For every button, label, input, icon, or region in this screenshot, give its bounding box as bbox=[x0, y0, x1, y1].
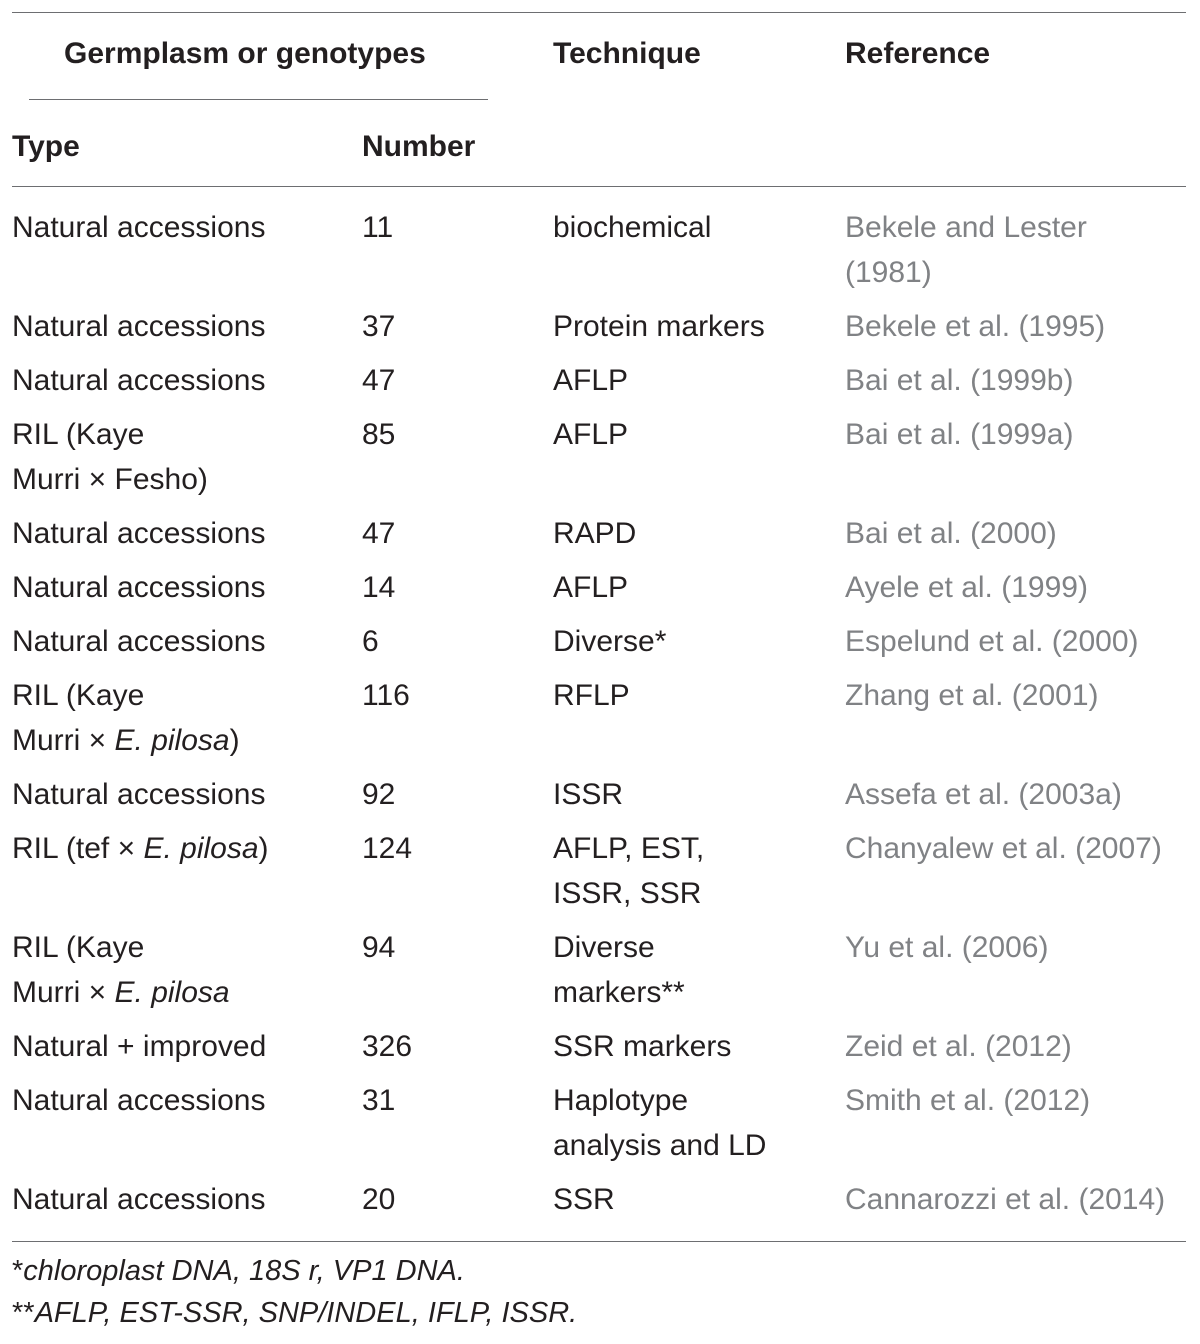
cell-technique bbox=[553, 1177, 615, 1222]
bottom-rule bbox=[12, 1241, 1186, 1242]
cell-reference bbox=[845, 205, 1087, 295]
cell-type-line: RIL (tef × E. pilosa) bbox=[12, 832, 269, 865]
cell-number bbox=[362, 619, 379, 664]
footnote-1-text: chloroplast DNA, 18S r, VP1 DNA. bbox=[23, 1255, 465, 1287]
cell-number bbox=[362, 358, 395, 403]
cell-number bbox=[362, 412, 395, 457]
top-rule bbox=[12, 12, 1186, 13]
cell-technique bbox=[553, 358, 628, 403]
cell-type bbox=[12, 358, 265, 403]
cell-reference bbox=[845, 304, 1105, 349]
cell-technique-line: Protein markers bbox=[553, 310, 765, 343]
cell-number bbox=[362, 1177, 395, 1222]
cell-technique bbox=[553, 772, 623, 817]
cell-type-line: Natural accessions bbox=[12, 625, 266, 658]
cell-reference-line: Espelund et al. (2000) bbox=[845, 625, 1139, 658]
cell-number-line: 11 bbox=[362, 211, 394, 244]
cell-type-line: Murri × E. pilosa) bbox=[12, 724, 240, 757]
cell-technique-line: markers** bbox=[553, 976, 685, 1009]
cell-number bbox=[362, 925, 395, 970]
cell-type bbox=[12, 619, 265, 664]
cell-technique bbox=[553, 619, 666, 664]
cell-reference-line: Cannarozzi et al. (2014) bbox=[845, 1183, 1166, 1216]
cell-number-line: 85 bbox=[362, 418, 396, 451]
cell-reference bbox=[845, 826, 1162, 871]
cell-technique bbox=[553, 412, 628, 457]
cell-type bbox=[12, 1078, 265, 1123]
cell-technique bbox=[553, 826, 704, 916]
cell-type-line: Natural accessions bbox=[12, 571, 266, 604]
cell-number-line: 47 bbox=[362, 517, 396, 550]
cell-type bbox=[12, 1024, 266, 1069]
cell-reference-line: Smith et al. (2012) bbox=[845, 1084, 1091, 1117]
cell-type-line: Natural accessions bbox=[12, 1183, 266, 1216]
cell-technique bbox=[553, 1024, 731, 1069]
cell-reference bbox=[845, 673, 1099, 718]
cell-type-line: Natural accessions bbox=[12, 310, 266, 343]
cell-type-line: Murri × E. pilosa bbox=[12, 976, 230, 1009]
cell-reference bbox=[845, 358, 1073, 403]
cell-type-line: Natural accessions bbox=[12, 211, 266, 244]
cell-technique-line: AFLP bbox=[553, 364, 629, 397]
cell-technique-line: ISSR, SSR bbox=[553, 877, 702, 910]
cell-type bbox=[12, 412, 208, 502]
cell-technique-line: Haplotype bbox=[553, 1084, 689, 1117]
cell-technique-line: Diverse* bbox=[553, 625, 667, 658]
header-technique: Technique bbox=[553, 37, 701, 70]
cell-reference bbox=[845, 412, 1073, 457]
cell-type bbox=[12, 1177, 265, 1222]
cell-reference-line: (1981) bbox=[845, 256, 932, 289]
cell-reference-line: Bai et al. (1999a) bbox=[845, 418, 1074, 451]
cell-reference-line: Assefa et al. (2003a) bbox=[845, 778, 1122, 811]
footnote-2-mark: ** bbox=[12, 1297, 35, 1329]
cell-technique-line: ISSR bbox=[553, 778, 624, 811]
header-rule bbox=[12, 186, 1186, 187]
cell-technique-line: biochemical bbox=[553, 211, 712, 244]
cell-reference-line: Bai et al. (2000) bbox=[845, 517, 1057, 550]
cell-number bbox=[362, 826, 412, 871]
footnote-2 bbox=[12, 1293, 577, 1333]
cell-reference-line: Yu et al. (2006) bbox=[845, 931, 1049, 964]
cell-type-line: RIL (Kaye bbox=[12, 931, 145, 964]
cell-reference-line: Bekele and Lester bbox=[845, 211, 1087, 244]
header-group-label: Germplasm or genotypes bbox=[64, 37, 426, 70]
cell-type-line: Natural accessions bbox=[12, 517, 266, 550]
cell-technique-line: SSR bbox=[553, 1183, 615, 1216]
cell-type bbox=[12, 304, 265, 349]
cell-number-line: 14 bbox=[362, 571, 396, 604]
cell-technique-line: SSR markers bbox=[553, 1030, 732, 1063]
cell-technique-line: Diverse bbox=[553, 931, 655, 964]
cell-technique bbox=[553, 205, 711, 250]
cell-type-line: Natural accessions bbox=[12, 364, 266, 397]
cell-reference bbox=[845, 1177, 1165, 1222]
cell-number bbox=[362, 1078, 395, 1123]
cell-reference bbox=[845, 925, 1048, 970]
cell-reference bbox=[845, 772, 1122, 817]
footnote-1 bbox=[12, 1251, 465, 1291]
cell-number-line: 20 bbox=[362, 1183, 396, 1216]
cell-type bbox=[12, 772, 265, 817]
cell-number-line: 92 bbox=[362, 778, 396, 811]
cell-type bbox=[12, 925, 230, 1015]
cell-technique-line: analysis and LD bbox=[553, 1129, 767, 1162]
cell-type bbox=[12, 673, 240, 763]
cell-technique-line: AFLP, EST, bbox=[553, 832, 705, 865]
cell-technique-line: RFLP bbox=[553, 679, 630, 712]
cell-number-line: 326 bbox=[362, 1030, 413, 1063]
cell-reference-line: Chanyalew et al. (2007) bbox=[845, 832, 1162, 865]
cell-type bbox=[12, 826, 269, 871]
cell-type bbox=[12, 205, 265, 250]
cell-technique bbox=[553, 565, 628, 610]
cell-number bbox=[362, 205, 393, 250]
cell-type-line: RIL (Kaye bbox=[12, 679, 145, 712]
cell-number-line: 116 bbox=[362, 679, 410, 712]
cell-type-line: Natural accessions bbox=[12, 1084, 266, 1117]
cell-reference-line: Bai et al. (1999b) bbox=[845, 364, 1074, 397]
cell-technique bbox=[553, 511, 636, 556]
cell-reference bbox=[845, 1024, 1072, 1069]
cell-type-line: Natural accessions bbox=[12, 778, 266, 811]
cell-reference bbox=[845, 565, 1088, 610]
cell-number-line: 31 bbox=[362, 1084, 396, 1117]
group-underline bbox=[29, 99, 488, 100]
footnote-1-mark: * bbox=[12, 1255, 24, 1287]
cell-technique bbox=[553, 673, 630, 718]
cell-reference-line: Bekele et al. (1995) bbox=[845, 310, 1106, 343]
header-number: Number bbox=[362, 130, 476, 163]
header-reference: Reference bbox=[845, 37, 991, 70]
cell-type-line: RIL (Kaye bbox=[12, 418, 145, 451]
cell-reference-line: Zeid et al. (2012) bbox=[845, 1030, 1072, 1063]
cell-type bbox=[12, 511, 265, 556]
header-type: Type bbox=[12, 130, 80, 163]
cell-number bbox=[362, 304, 395, 349]
cell-number bbox=[362, 673, 410, 718]
cell-reference-line: Zhang et al. (2001) bbox=[845, 679, 1099, 712]
cell-technique bbox=[553, 1078, 766, 1168]
cell-technique-line: AFLP bbox=[553, 571, 629, 604]
cell-number-line: 47 bbox=[362, 364, 396, 397]
cell-number-line: 124 bbox=[362, 832, 413, 865]
cell-technique-line: AFLP bbox=[553, 418, 629, 451]
cell-number bbox=[362, 565, 395, 610]
cell-number bbox=[362, 1024, 412, 1069]
cell-technique bbox=[553, 304, 765, 349]
cell-number bbox=[362, 511, 395, 556]
cell-type bbox=[12, 565, 265, 610]
cell-number-line: 37 bbox=[362, 310, 396, 343]
cell-number-line: 6 bbox=[362, 625, 379, 658]
cell-type-line: Natural + improved bbox=[12, 1030, 267, 1063]
cell-reference bbox=[845, 1078, 1090, 1123]
cell-reference bbox=[845, 511, 1057, 556]
footnote-2-text: AFLP, EST-SSR, SNP/INDEL, IFLP, ISSR. bbox=[34, 1297, 578, 1329]
cell-reference-line: Ayele et al. (1999) bbox=[845, 571, 1088, 604]
cell-number-line: 94 bbox=[362, 931, 396, 964]
cell-number bbox=[362, 772, 395, 817]
cell-reference bbox=[845, 619, 1139, 664]
cell-technique bbox=[553, 925, 685, 1015]
cell-technique-line: RAPD bbox=[553, 517, 637, 550]
cell-type-line: Murri × Fesho) bbox=[12, 463, 208, 496]
